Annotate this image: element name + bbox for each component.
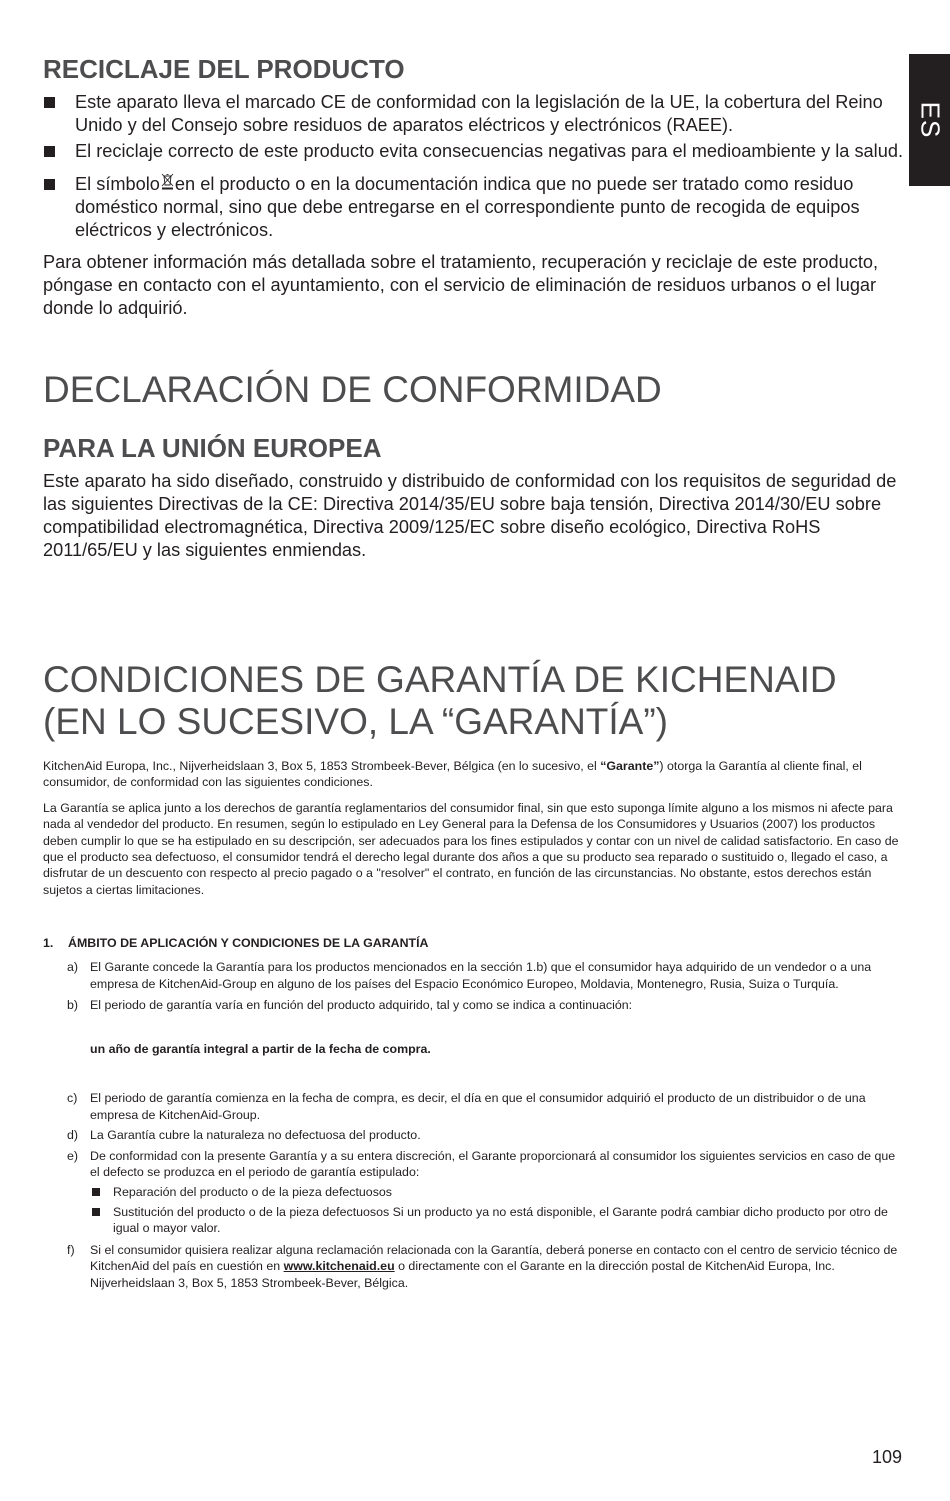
warranty-paragraph: La Garantía se aplica junto a los derechos de garantía reglamentarios del consumidor final, sin que esto suponga límite alguno a los mismos ni afecte para nada al vendedor del producto. En resumen, según lo estipulado en Ley General para la Defensa de los Consumidores y Usuarios (2007) los productos deben cumplir lo que se ha estipulado en su descripción, ser adecuados para los fines estipulados y contar con un nivel de calidad satisfactorio. En caso de que el producto sea defectuoso, el consumidor tendrá el derecho legal durante dos años a que su producto sea reparado o sustituido o, llegado el caso, a disfrutar de un descuento con respecto al precio pagado o a "resolver" el contrato, en función de las circunstancias. No obstante, estos derechos están sujetos a ciertas limitaciones. xyxy=(43,800,899,897)
item-text: De conformidad con la presente Garantía y a su entera discreción, el Garante proporcionará al consumidor los siguientes servicios en caso de que el defecto se produzca en el periodo de garantía estipulado: xyxy=(90,1148,896,1180)
list-item xyxy=(43,91,905,137)
item-label: c) xyxy=(67,1091,78,1106)
item-text: El periodo de garantía varía en función del producto adquirido, tal y como se indica a continuación: xyxy=(90,998,633,1013)
list-item xyxy=(43,173,905,242)
square-bullet-icon xyxy=(92,1188,100,1196)
language-tab-label: ES xyxy=(915,101,945,139)
warranty-heading-line1: CONDICIONES DE GARANTÍA DE KICHENAID xyxy=(43,659,837,700)
list-item xyxy=(43,1127,905,1143)
list-item xyxy=(43,1090,905,1123)
list-item xyxy=(43,140,905,163)
declaration-subheading: PARA LA UNIÓN EUROPEA xyxy=(43,433,382,463)
service-options xyxy=(90,1184,905,1237)
list-item xyxy=(43,1242,905,1291)
warranty-items-continued xyxy=(43,1090,905,1290)
square-bullet-icon xyxy=(44,146,55,157)
list-item xyxy=(90,1204,905,1237)
item-label: f) xyxy=(67,1242,75,1257)
item-text: Sustitución del producto o de la pieza defectuosos Si un producto ya no está disponible, el Garante podrá cambiar dicho producto por otro de igual o mayor valor. xyxy=(113,1204,888,1236)
declaration-heading: DECLARACIÓN DE CONFORMIDAD xyxy=(43,369,662,410)
square-bullet-icon xyxy=(44,179,55,190)
section-title xyxy=(43,935,905,951)
language-tab xyxy=(909,54,950,186)
warranty-heading-line2: (EN LO SUCESIVO, LA “GARANTÍA”) xyxy=(43,701,669,742)
list-item xyxy=(43,997,905,1013)
item-text: El periodo de garantía comienza en la fecha de compra, es decir, el día en que el consumidor adquirió el producto de un distribuidor o de una empresa de KitchenAid-Group. xyxy=(90,1091,866,1122)
square-bullet-icon xyxy=(92,1208,100,1216)
section-title-text: ÁMBITO DE APLICACIÓN Y CONDICIONES DE LA GARANTÍA xyxy=(68,936,429,951)
intro-text: ) otorga la Garantía al cliente final, el consumidor, de conformidad con las siguientes condiciones. xyxy=(43,759,862,790)
bullet-text: El reciclaje correcto de este producto evita consecuencias negativas para el medioambiente y la salud. xyxy=(75,141,903,161)
item-text: Si el consumidor quisiera realizar alguna reclamación relacionada con la Garantía, deberá ponerse en contacto con el centro de servicio técnico de KitchenAid del país en cuestión en xyxy=(90,1242,898,1274)
crossed-bin-icon xyxy=(161,173,174,190)
intro-text: KitchenAid Europa, Inc., Nijverheidslaan 3, Box 5, 1853 Strombeek-Bever, Bélgica (en lo sucesivo, el xyxy=(43,759,601,773)
section-number: 1. xyxy=(43,936,54,951)
declaration-paragraph: Este aparato ha sido diseñado, construido y distribuido de conformidad con los requisitos de seguridad de las siguientes Directivas de la CE: Directiva 2014/35/EU sobre baja tensión, Directiva 2014/30/EU sobre compatibilidad electromagnética, Directiva 2009/125/EC sobre diseño ecológico, Directiva RoHS 2011/65/EU y las siguientes enmiendas. xyxy=(43,471,897,560)
list-item xyxy=(43,1148,905,1237)
item-label: b) xyxy=(67,998,79,1013)
guarantor-term: “Garante” xyxy=(600,759,660,773)
warranty-intro xyxy=(43,758,905,791)
warranty-emphasis: un año de garantía integral a partir de la fecha de compra. xyxy=(90,1042,431,1057)
bullet-text: Este aparato lleva el marcado CE de conformidad con la legislación de la UE, la cobertura del Reino Unido y del Consejo sobre residuos de aparatos eléctricos y electrónicos (RAEE). xyxy=(75,92,883,135)
bullet-text: El símbolo xyxy=(75,174,160,194)
warranty-items xyxy=(43,959,905,1013)
page-content xyxy=(43,54,905,1291)
page-number: 109 xyxy=(872,1447,903,1467)
recycling-bullets xyxy=(43,91,905,242)
item-text: El Garante concede la Garantía para los productos mencionados en la sección 1.b) que el consumidor haya adquirido de un vendedor o a una empresa de KitchenAid-Group en alguno de los países del Espacio Económico Europeo, Moldavia, Montenegro, Rusia, Suiza o Turquía. xyxy=(90,960,872,991)
recycling-heading: RECICLAJE DEL PRODUCTO xyxy=(43,54,405,84)
list-item xyxy=(43,959,905,992)
item-text: o directamente con el Garante en la dirección postal de KitchenAid Europa, Inc. Nijverheidslaan 3, Box 5, 1853 Strombeek-Bever, Bélgica. xyxy=(90,1259,835,1290)
square-bullet-icon xyxy=(44,97,55,108)
list-item xyxy=(90,1184,905,1200)
item-text: La Garantía cubre la naturaleza no defectuosa del producto. xyxy=(90,1128,421,1143)
recycling-paragraph: Para obtener información más detallada sobre el tratamiento, recuperación y reciclaje de este producto, póngase en contacto con el ayuntamiento, con el servicio de eliminación de residuos urbanos o el lugar donde lo adquirió. xyxy=(43,252,879,318)
bullet-text: en el producto o en la documentación indica que no puede ser tratado como residuo doméstico normal, sino que debe entregarse en el correspondiente punto de recogida de equipos eléctricos y electrónicos. xyxy=(75,174,860,240)
item-label: e) xyxy=(67,1148,79,1163)
item-text: Reparación del producto o de la pieza defectuosos xyxy=(113,1184,392,1199)
item-label: d) xyxy=(67,1128,79,1143)
kitchenaid-website-link[interactable]: www.kitchenaid.eu xyxy=(283,1259,395,1274)
item-label: a) xyxy=(67,960,79,975)
